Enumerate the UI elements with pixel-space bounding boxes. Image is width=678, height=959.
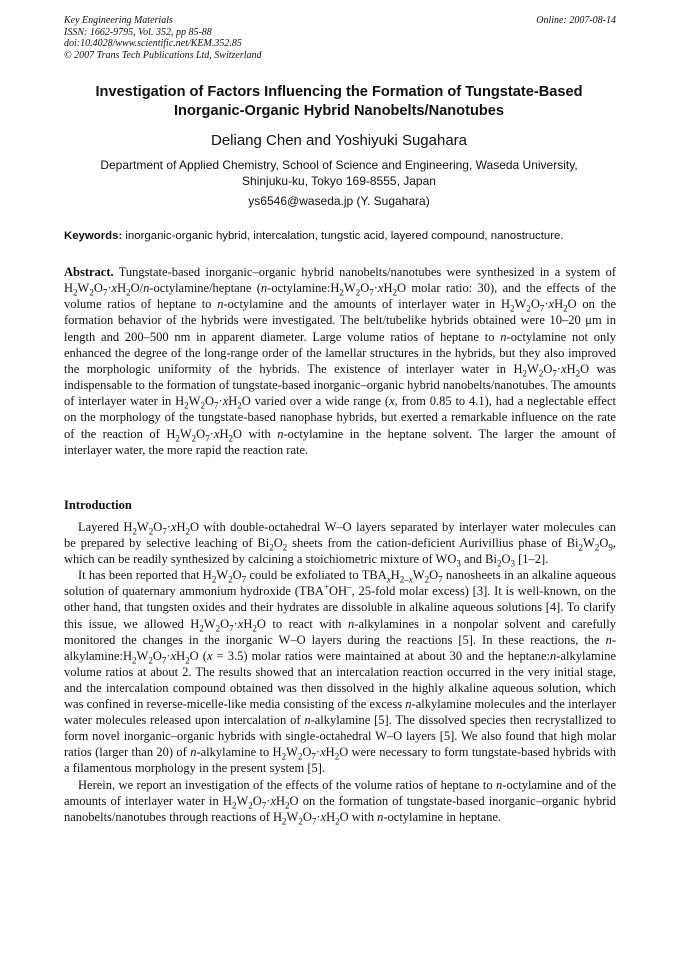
introduction-body	[64, 519, 616, 825]
intro-paragraph: It has been reported that $H_2W_2O_7$ could be exfoliated to $TBA_xH_{2-x}W_2O_7$ nanosheets in an alkaline aqueous solution of quaternary ammonium hydroxide (TBA+OH–, 25-fold molar excess) [3]. It is well-known, on the other hand, that tungsten oxides and their hydrates are dissoluble in alkaline aqueous solutions [4]. To clarify this issue, we allowed $H_2W_2O_7\cdot xH_2O$ to react with n-alkylamines in a nonpolar solvent and carefully monitored the changes in the inorganic W–O layers during the reactions [5]. In these reactions, the $n-alkylamine:H_2W_2O_7\cdot xH_2O$ (x = 3.5) molar ratios were maintained at about 30 and the heptane:n-alkylamine volume ratios at about 2. The results showed that an intercalation reaction occurred in the very initial stage, and the intercalation compound obtained was then dissolved in the highly alkaline aqueous solution, which was confined in reverse-micelle-like media consisting of the excess n-alkylamine molecules and the interlayer water molecules released upon intercalation of n-alkylamine [5]. The dissolved species then recrystallized to form novel inorganic–organic hybrids with single-octahedral W–O layers [5]. We also found that high molar ratios (larger than 20) of n-alkylamine to $H_2W_2O_7\cdot xH_2O$ were necessary to form tungstate-based hybrids with a filamentous morphology in the present system [5].	[64, 568, 617, 776]
doi-line: doi:10.4028/www.scientific.net/KEM.352.85	[64, 38, 242, 49]
keywords-text: inorganic-organic hybrid, intercalation, tungstic acid, layered compound, nanostructure.	[122, 230, 564, 242]
contact-email: ys6546@waseda.jp (Y. Sugahara)	[248, 194, 430, 208]
affiliation-line-2: Shinjuku-ku, Tokyo 169-8555, Japan	[242, 174, 436, 188]
intro-paragraph: Herein, we report an investigation of the effects of the volume ratios of heptane to n-octylamine and of the amounts of interlayer water in $H_2W_2O_7\cdot xH_2O$ on the formation of tungstate-based inorganic–organic hybrid nanobelts/nanotubes through reactions of $H_2W_2O_7\cdot xH_2O$ with n-octylamine in heptane.	[64, 777, 616, 827]
abstract-label: Abstract.	[64, 265, 114, 279]
affiliation	[80, 157, 598, 189]
online-date: Online: 2007-08-14	[536, 15, 616, 26]
affiliation-line-1: Department of Applied Chemistry, School of Science and Engineering, Waseda University,	[100, 158, 578, 172]
issn-line: ISSN: 1662-9795, Vol. 352, pp 85-88	[64, 26, 212, 38]
intro-paragraph: Layered $H_2W_2O_7\cdot xH_2O$ with double-octahedral W–O layers separated by interlayer water molecules can be prepared by selective leaching of $Bi_2O_2$ sheets from the cation-deficient Aurivillius phase of $Bi_2W_2O_9$, which can be readily synthesized by calcining a stoichiometric mixture of $WO_3$ and $Bi_2O_3$ [1–2].	[64, 520, 616, 569]
paper-title	[50, 83, 628, 121]
journal-name: Key Engineering Materials	[64, 15, 173, 26]
keywords-label: Keywords:	[64, 230, 123, 242]
abstract: Abstract. Tungstate-based inorganic–organic hybrid nanobelts/nanotubes were synthesized in a system of $H_2W_2O_7\cdot xH_2O/n-octylamine$/heptane ($n-octylamine:H_2W_2O_7\cdot xH_2O$ molar ratio: 30), and the effects of the volume ratios of heptane to n-octylamine and the amounts of interlayer water in $H_2W_2O_7\cdot xH_2O$ on the formation behavior of the hybrids were investigated. The belt/tubelike hybrids obtained were 10–20 μm in length and 200–500 nm in apparent diameter. Large volume ratios of heptane to n-octylamine not only enhanced the degree of the long-range order of the lamellar structures in the hybrids, but they also improved the morphologic uniformity of the hybrids. The existence of interlayer water in $H_2W_2O_7\cdot xH_2O$ was indispensable to the formation of tungstate-based inorganic–organic hybrid nanobelts/nanotubes. The amounts of interlayer water in $H_2W_2O_7\cdot xH_2O$ varied over a wide range (x, from 0.85 to 4.1), had a neglectable effect on the morphology of the tungstate-based nanophase hybrids, but exerted a remarkable influence on the rate of the reaction of $H_2W_2O_7\cdot xH_2O$ with n-octylamine in the heptane solvent. The larger the amount of interlayer water, the more rapid the reaction rate.	[64, 265, 617, 457]
title-line-2: Inorganic-Organic Hybrid Nanobelts/Nanotubes	[173, 103, 505, 119]
introduction-heading: Introduction	[64, 498, 132, 512]
title-line-1: Investigation of Factors Influencing the Formation of Tungstate-Based	[95, 84, 583, 100]
keywords	[64, 229, 616, 244]
running-header	[64, 15, 616, 61]
copyright-line: © 2007 Trans Tech Publications Ltd, Switzerland	[64, 49, 262, 61]
authors: Deliang Chen and Yoshiyuki Sugahara	[210, 132, 468, 149]
